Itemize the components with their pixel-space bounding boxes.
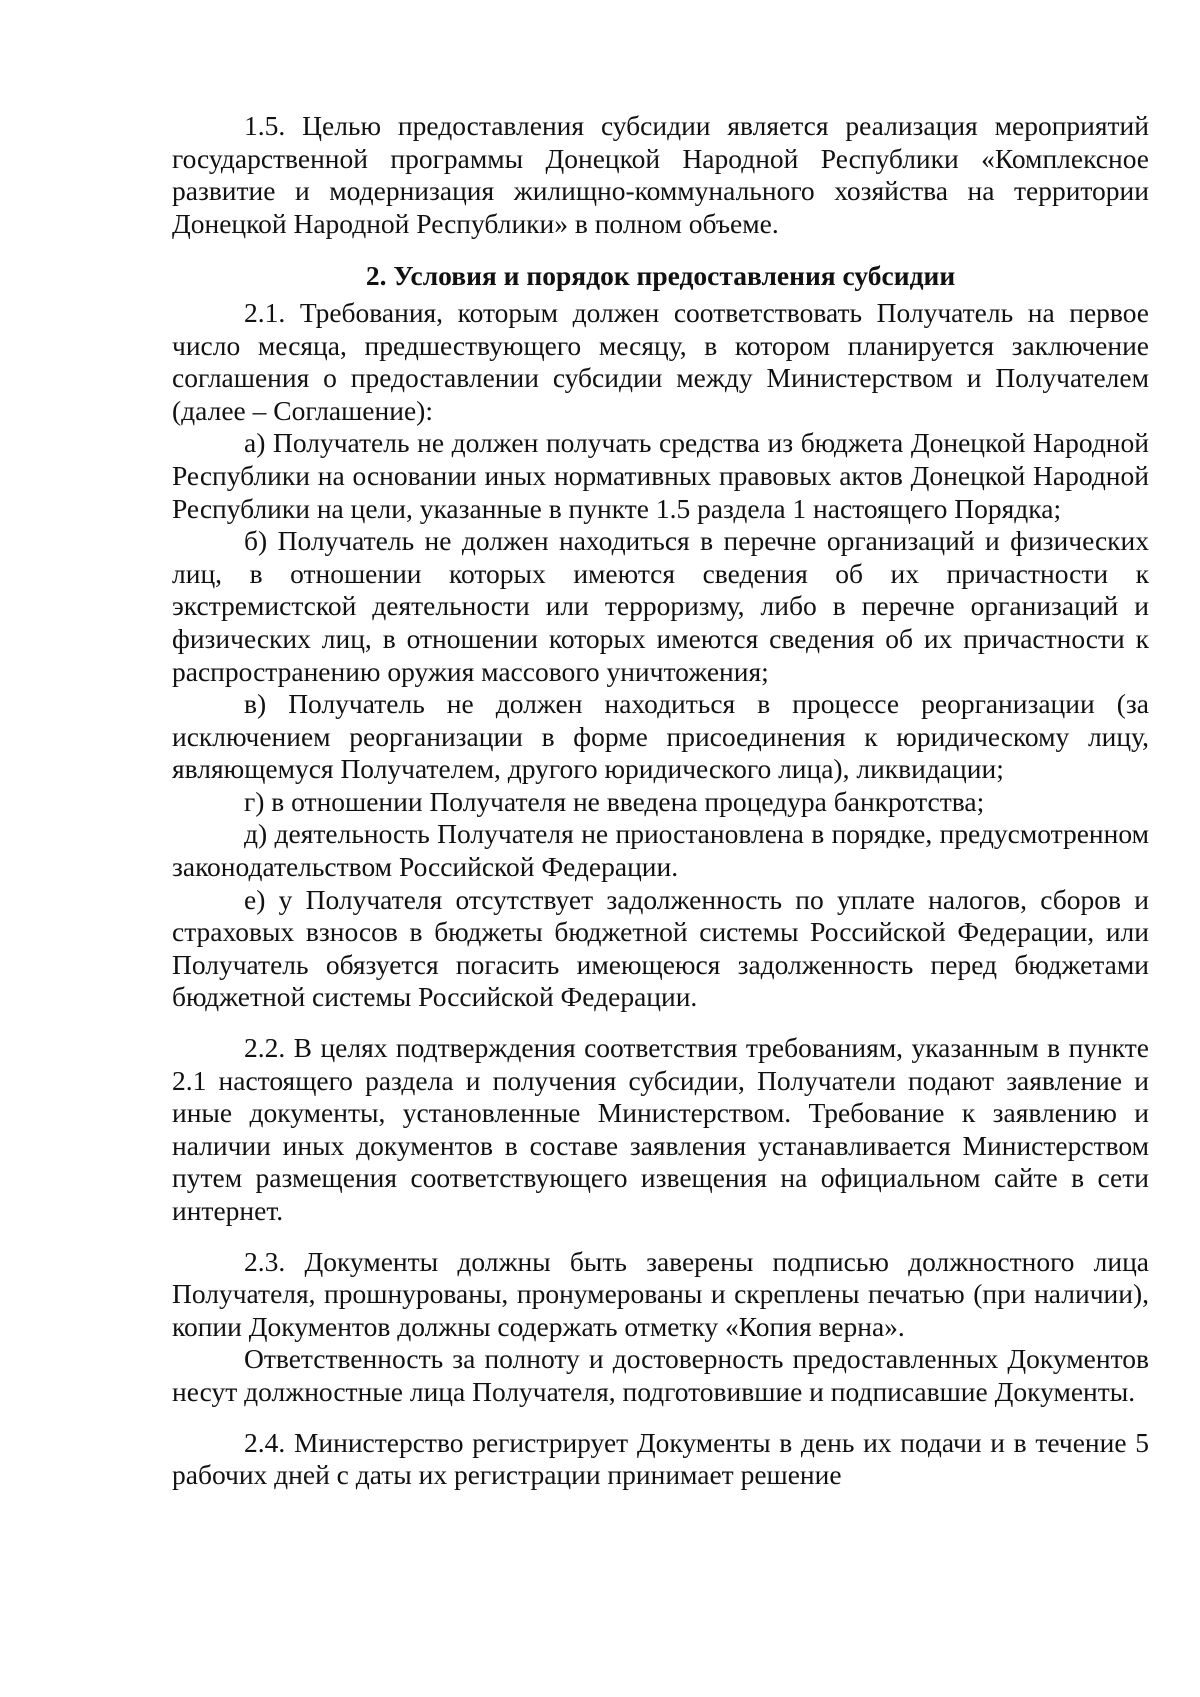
paragraph-2-3-responsibility: Ответственность за полноту и достоверность предоставленных Документов несут должностные лица Получателя, подготовившие и подписавшие Документы. [172,1343,1149,1407]
list-item-d: д) деятельность Получателя не приостановлена в порядке, предусмотренном законодательством Российской Федерации. [172,818,1149,883]
list-item-b: б) Получатель не должен находиться в перечне организаций и физических лиц, в отношении которых имеются сведения об их причастности к экстремистской деятельности или терроризму, либо в перечне организаций и физических лиц, в отношении которых имеются сведения об их причастности к распространению оружия массового уничтожения; [172,525,1149,687]
paragraph-2-2: 2.2. В целях подтверждения соответствия требованиям, указанным в пункте 2.1 настоящего раздела и получения субсидии, Получатели подают заявление и иные документы, установленные Министерством. Требование к заявлению и наличии иных документов в составе заявления устанавливается Министерством путем размещения соответствующего извещения на официальном сайте в сети интернет. [172,1032,1149,1226]
document-page [172,110,1149,1492]
list-item-a: а) Получатель не должен получать средства из бюджета Донецкой Народной Республики на основании иных нормативных правовых актов Донецкой Народной Республики на цели, указанные в пункте 1.5 раздела 1 настоящего Порядка; [172,427,1149,524]
paragraph-1-5: 1.5. Целью предоставления субсидии является реализация мероприятий государственной программы Донецкой Народной Республики «Комплексное развитие и модернизация жилищно-коммунального хозяйства на территории Донецкой Народной Республики» в полном объеме. [172,110,1149,239]
paragraph-2-4: 2.4. Министерство регистрирует Документы в день их подачи и в течение 5 рабочих дней с даты их регистрации принимает решение [172,1426,1149,1491]
list-item-e: е) у Получателя отсутствует задолженность по уплате налогов, сборов и страховых взносов в бюджеты бюджетной системы Российской Федерации, или Получатель обязуется погасить имеющеюся задолженность перед бюджетами бюджетной системы Российской Федерации. [172,883,1149,1013]
paragraph-2-3: 2.3. Документы должны быть заверены подписью должностного лица Получателя, прошнурованы, пронумерованы и скреплены печатью (при наличии), копии Документов должны содержать отметку «Копия верна». [172,1245,1149,1342]
section-2-heading: 2. Условия и порядок предоставления субсидии [365,260,956,292]
paragraph-2-1: 2.1. Требования, которым должен соответствовать Получатель на первое число месяца, предшествующего месяцу, в котором планируется заключение соглашения о предоставлении субсидии между Министерством и Получателем (далее – Соглашение): [172,296,1149,426]
list-item-g: г) в отношении Получателя не введена процедура банкротства; [244,785,985,817]
list-item-v: в) Получатель не должен находиться в процессе реорганизации (за исключением реорганизации в форме присоединения к юридическому лицу, являющемуся Получателем, другого юридического лица), ликвидации; [172,688,1149,785]
